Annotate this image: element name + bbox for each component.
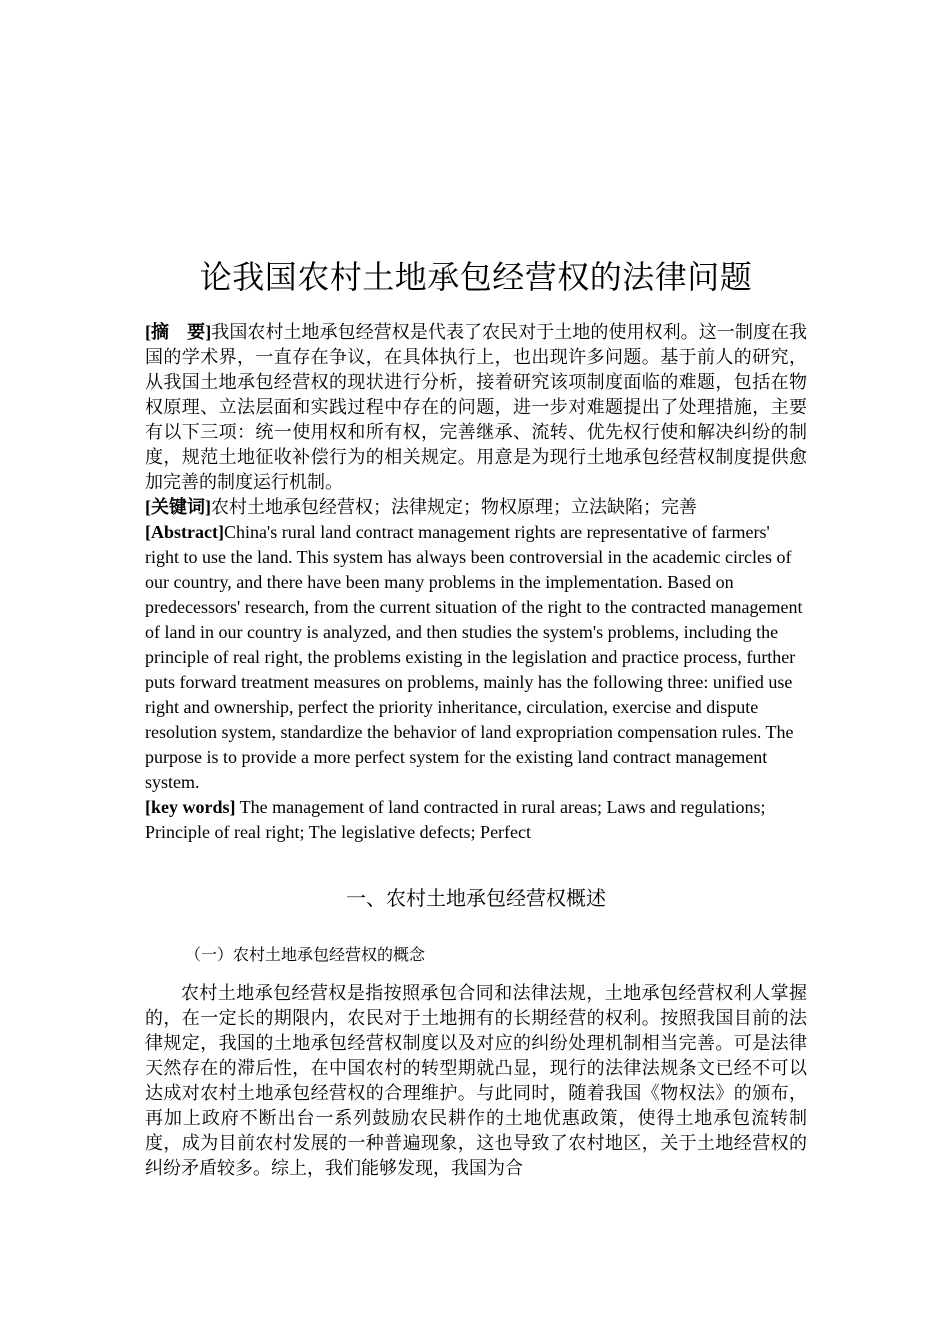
paper-content bbox=[145, 252, 807, 1181]
abstract-cn-label: [摘 要] bbox=[145, 322, 212, 342]
paper-title: 论我国农村土地承包经营权的法律问题 bbox=[199, 258, 753, 296]
keywords-cn-label: [关键词] bbox=[145, 497, 211, 517]
section-1-heading: 一、农村土地承包经营权概述 bbox=[346, 886, 606, 910]
keywords-en-text: The management of land contracted in rural areas; Laws and regulations; Principle of real right; The legislative defects; Perfect bbox=[145, 797, 766, 842]
subsection-1-heading: （一）农村土地承包经营权的概念 bbox=[185, 945, 426, 964]
abstract-cn-text: 我国农村土地承包经营权是代表了农民对于土地的使用权利。这一制度在我国的学术界，一直存在争议，在具体执行上，也出现许多问题。基于前人的研究，从我国土地承包经营权的现状进行分析，接着研究该项制度面临的难题，包括在物权原理、立法层面和实践过程中存在的问题，进一步对难题提出了处理措施，主要有以下三项：统一使用权和所有权，完善继承、流转、优先权行使和解决纠纷的制度，规范土地征收补偿行为的相关规定。用意是为现行土地承包经营权制度提供愈加完善的制度运行机制。 bbox=[145, 322, 807, 492]
abstract-cn bbox=[145, 320, 807, 495]
keywords-cn-text: 农村土地承包经营权；法律规定；物权原理；立法缺陷；完善 bbox=[211, 497, 697, 517]
abstract-en-text: China's rural land contract management rights are representative of farmers' right to use the land. This system has always been controversial in the academic circles of our country, and there have been many problems in the implementation. Based on predecessors' research, from the current situation of the right to the contracted management of land in our country is analyzed, and then studies the system's problems, including the principle of real right, the problems existing in the legislation and practice process, further puts forward treatment measures on problems, mainly has the following three: unified use right and ownership, perfect the priority inheritance, circulation, exercise and dispute resolution system, standardize the behavior of land expropriation compensation rules. The purpose is to provide a more perfect system for the existing land contract management system. bbox=[145, 522, 803, 792]
abstract-en-label: [Abstract] bbox=[145, 522, 224, 542]
keywords-cn bbox=[145, 495, 807, 520]
keywords-en-label: [key words] bbox=[145, 797, 236, 817]
abstract-en bbox=[145, 520, 807, 795]
keywords-en bbox=[145, 795, 807, 845]
subsection-1-paragraph: 农村土地承包经营权是指按照承包合同和法律法规，土地承包经营权利人掌握的，在一定长的期限内，农民对于土地拥有的长期经营的权利。按照我国目前的法律规定，我国的土地承包经营权制度以及对应的纠纷处理机制相当完善。可是法律天然存在的滞后性，在中国农村的转型期就凸显，现行的法律法规条文已经不可以达成对农村土地承包经营权的合理维护。与此同时，随着我国《物权法》的颁布，再加上政府不断出台一系列鼓励农民耕作的土地优惠政策，使得土地承包流转制度，成为目前农村发展的一种普遍现象，这也导致了农村地区，关于土地经营权的纠纷矛盾较多。综上，我们能够发现，我国为合 bbox=[145, 983, 807, 1178]
